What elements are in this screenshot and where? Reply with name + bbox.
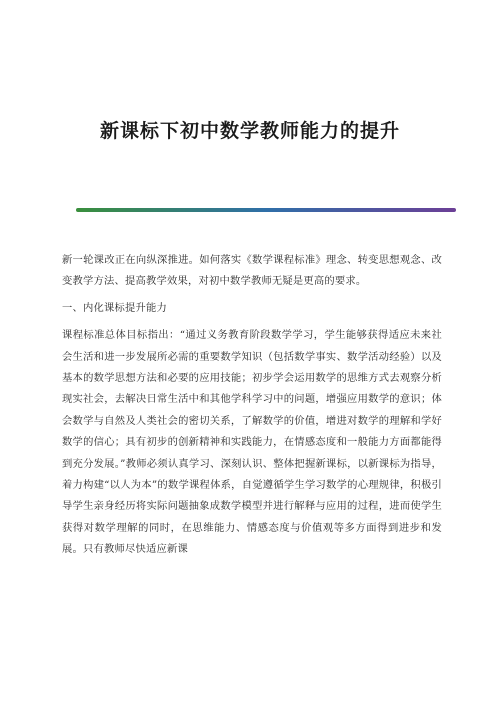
section-heading: 一、内化课标提升能力: [62, 301, 167, 314]
section-paragraph: 课程标准总体目标指出：“通过义务教育阶段数学学习，学生能够获得适应未来社会生活和进一步发展所必需的重要数学知识（包括数学事实、数学活动经验）以及基本的数学思想方法和必要的应用技能；初步学会运用数学的思维方式去观察分析现实社会，去解决日常生活中和其他学科学习中的问题，增强应用数学的意识；体会数学与自然及人类社会的密切关系，了解数学的价值，增进对数学的理解和学好数学的信心；具有初步的创新精神和实践能力，在情感态度和一般能力方面都能得到充分发展。”教师必须认真学习、深刻认识、整体把握新课标，以新课标为指导，着力构建“以人为本”的数学课程体系，自觉遵循学生学习数学的心理规律，积极引导学生亲身经历将实际问题抽象成数学模型并进行解释与应用的过程，进而使学生获得对数学理解的同时，在思维能力、情感态度与价值观等多方面得到进步和发展。只有教师尽快适应新课: [62, 329, 442, 556]
intro-paragraph: 新一轮课改正在向纵深推进。如何落实《数学课程标准》理念、转变思想观念、改变教学方法、提高教学效果，对初中数学教师无疑是更高的要求。: [62, 254, 442, 288]
title-divider: [76, 208, 456, 212]
document-title: 新课标下初中数学教师能力的提升: [99, 120, 400, 142]
document-body: [62, 250, 442, 566]
